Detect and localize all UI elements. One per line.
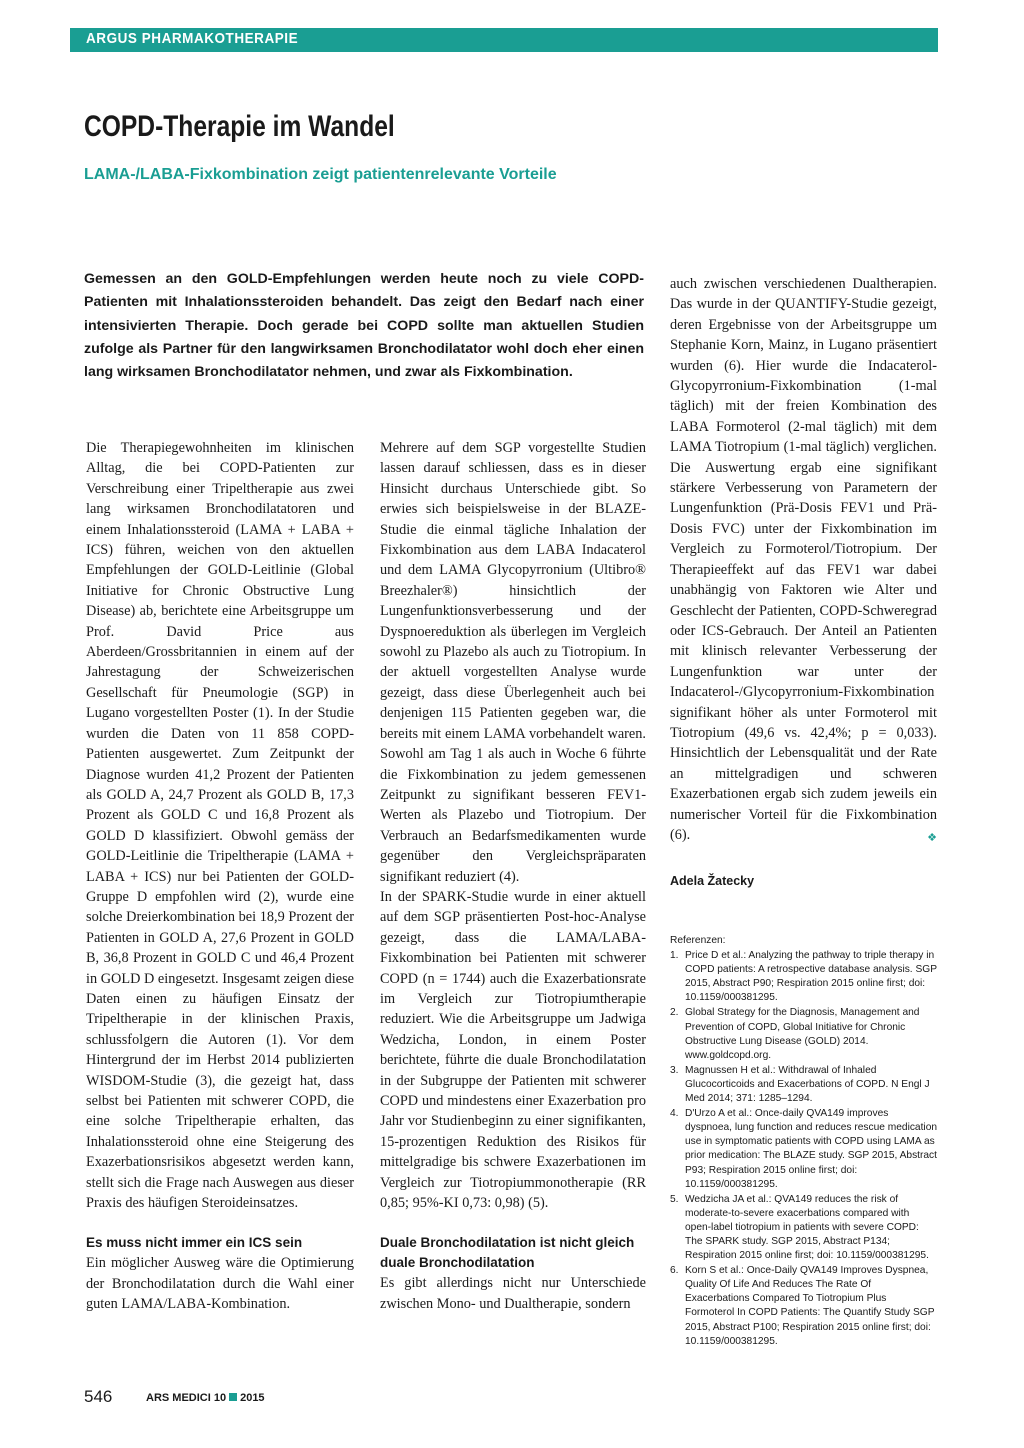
body-paragraph <box>670 274 937 845</box>
reference-number: 4. <box>670 1108 679 1120</box>
page-number: 546 <box>84 1387 113 1406</box>
body-paragraph: Es gibt allerdings nicht nur Unterschiede zwischen Mono- und Dualtherapie, sondern <box>380 1275 646 1312</box>
body-paragraph: Ein möglicher Ausweg wäre die Optimierung der Bronchodilatation durch die Wahl einer guten LAMA/LABA-Kombination. <box>86 1255 354 1313</box>
column-3 <box>670 274 937 848</box>
body-paragraph: Die Therapiegewohnheiten im klinischen Alltag, die bei COPD-Patienten zur Verschreibung einer Tripeltherapie aus zwei lang wirksamen Bronchodilatatoren und einem Inhalationssteroid (LAMA + LABA + ICS) führen, weichen von den aktuellen Empfehlungen der GOLD-Leitlinie (Global Initiative for Chronic Obstructive Lung Disease) ab, berichtete eine Arbeitsgruppe um Prof. David Price aus Aberdeen/Grossbritannien in einem auf der Jahrestagung der Schweizerischen Gesellschaft für Pneumologie (SGP) in Lugano vorgestellten Poster (1). In der Studie wurden die Daten von 11 858 COPD-Patienten ausgewertet. Zum Zeitpunkt der Diagnose wurden 41,2 Prozent der Patienten als GOLD A, 24,7 Prozent als GOLD B, 17,3 Prozent als GOLD C und 16,8 Prozent als GOLD D klassifiziert. Obwohl gemäss der GOLD-Leitlinie die Tripeltherapie (LAMA + LABA + ICS) nur bei Patienten der GOLD-Gruppe D empfohlen wird (2), wurde eine solche Dreierkombination bei 18,9 Prozent der Patienten in GOLD A, 27,6 Prozent in GOLD B, 36,8 Prozent in GOLD C und 46,4 Prozent in GOLD D eingesetzt. Insgesamt zeigen diese Daten einen zu häufigen Einsatz der Tripeltherapie in der klinischen Praxis, schlussfolgern die Autoren (1). Vor dem Hintergrund der im Herbst 2014 publizierten WISDOM-Studie (3), die gezeigt hat, dass selbst bei Patienten mit schwerer COPD, die eine solche Tripeltherapie erhalten, das Inhalationssteroid ohne eine Steigerung des Exazerbationsrisikos abgesetzt werden kann, stellt sich die Frage nach Auswegen aus dieser Praxis des häufigen Steroideinsatzes. <box>86 440 354 1212</box>
reference-text: D'Urzo A et al.: Once-daily QVA149 improves dyspnoea, lung function and reduces rescue medication use in symptomatic patients with COPD using LAMA as prior medication: The BLAZE study. SGP 2015, Abstract P93; Respiration 2015 online first; doi: 10.1159/000381295. <box>685 1108 938 1190</box>
reference-item <box>670 1064 938 1106</box>
reference-text: Magnussen H et al.: Withdrawal of Inhaled Glucocorticoids and Exacerbations of COPD. N Engl J Med 2014; 371: 1285–1294. <box>685 1064 930 1105</box>
reference-item <box>670 1264 938 1349</box>
references <box>670 934 938 1350</box>
reference-item <box>670 1193 938 1263</box>
reference-list <box>670 949 938 1349</box>
reference-text: Korn S et al.: Once-Daily QVA149 Improves Dyspnea, Quality Of Life And Reduces The Rate Of Exacerbations Compared To Tiotropium Plus Formoterol In COPD Patients: The Quantify Study SGP 2015, Abstract P100; Respiration 2015 online first; doi: 10.1159/000381295. <box>685 1265 935 1347</box>
square-icon <box>229 1393 237 1401</box>
reference-number: 6. <box>670 1265 679 1277</box>
journal-name: ARS MEDICI 10 <box>146 1392 227 1404</box>
journal-footer <box>146 1392 265 1404</box>
author-name: Adela Žatecky <box>670 874 755 888</box>
reference-number: 1. <box>670 950 679 962</box>
section-heading: Duale Bronchodilatation ist nicht gleich duale Bronchodilatation <box>380 1235 635 1271</box>
body-text: auch zwischen verschiedenen Dualtherapien. Das wurde in der QUANTIFY-Studie gezeigt, deren Ergebnisse von der Arbeitsgruppe um Stephanie Korn, Mainz, in Lugano präsentiert wurden (6). Hier wurde die Indacaterol-Glycopyrronium-Fixkombination (1-mal täglich) mit der freien Kombination des LABA Formoterol (2-mal täglich) mit dem LAMA Tiotropium (1-mal täglich) verglichen. Die Auswertung ergab eine signifikant stärkere Verbesserung von Parametern der Lungenfunktion (Prä-Dosis FEV1 und Prä-Dosis FVC) unter der Fixkombination im Vergleich zu Formoterol/Tiotropium. Der Therapieeffekt auf das FEV1 war dabei unabhängig von Faktoren wie Alter und Geschlecht der Patienten, COPD-Schweregrad oder ICS-Gebrauch. Der Anteil an Patienten mit klinisch relevanter Verbesserung der Lungenfunktion war unter der Indacaterol-/Glycopyrronium-Fixkombination signifikant höher als unter Formoterol mit Tiotropium (49,6 vs. 42,4%; p = 0,033). Hinsichtlich der Lebensqualität und der Rate an mittelgradigen und schweren Exazerbationen ergab sich zudem jeweils ein numerischer Vorteil für die Fixkombination (6). <box>670 276 937 843</box>
section-heading: Es muss nicht immer ein ICS sein <box>86 1235 303 1251</box>
body-paragraph: In der SPARK-Studie wurde in einer aktuell auf dem SGP präsentierten Post-hoc-Analyse gezeigt, dass die LAMA/LABA-Fixkombination bei Patienten mit schwerer COPD (n = 1744) auch die Exazerbationsrate im Vergleich zur Tiotropiumtherapie reduziert. Wie die Arbeitsgruppe um Jadwiga Wedzicha, London, in einem Poster berichtete, führte die duale Bronchodilatation in der Subgruppe der Patienten mit schwerer COPD und mindestens einer Exazerbation pro Jahr vor Studienbeginn zu einer signifikanten, 15-prozentigen Reduktion des Risikos für mittelgradige bis schwere Exazerbationen im Vergleich zur Tiotropiummonotherapie (RR 0,85; 95%-KI 0,73: 0,98) (5). <box>380 888 646 1212</box>
reference-number: 3. <box>670 1064 679 1076</box>
reference-item <box>670 949 938 1005</box>
reference-item <box>670 1006 938 1062</box>
column-2 <box>380 438 646 1314</box>
body-paragraph: Mehrere auf dem SGP vorgestellte Studien lassen darauf schliessen, dass es in dieser Hinsicht durchaus Unterschiede gibt. So erwies sich beispielsweise in der BLAZE-Studie die einmal tägliche Inhalation der Fixkombination aus dem LABA Indacaterol und dem LAMA Glycopyrronium (Ultibro® Breezhaler®) hinsichtlich der Lungenfunktionsverbesserung und der Dyspnoereduktion als überlegen im Vergleich sowohl zu Plazebo als auch zu Tiotropium. In der aktuell vorgestellten Analyse wurde gezeigt, dass diese Überlegenheit auch bei denjenigen 115 Patienten gegeben war, die bereits mit einem LAMA vorbehandelt waren. Sowohl am Tag 1 als auch in Woche 6 führte die Fixkombination zu jedem gemessenen Zeitpunkt zu signifikant besseren FEV1-Werten als Plazebo und Tiotropium. Der Verbrauch an Bedarfsmedikamenten wurde gegenüber den Vergleichspräparaten signifikant reduziert (4). <box>380 440 646 885</box>
references-title: Referenzen: <box>670 935 726 946</box>
lead-paragraph: Gemessen an den GOLD-Empfehlungen werden heute noch zu viele COPD-Patienten mit Inhalationssteroiden behandelt. Das zeigt den Bedarf nach einer intensivierten Therapie. Doch gerade bei COPD sollte man aktuellen Studien zufolge als Partner für den langwirksamen Bronchodilatator wohl doch eher einen lang wirksamen Bronchodilatator nehmen, und zwar als Fixkombination. <box>84 271 644 381</box>
end-mark-icon: ❖ <box>927 830 937 844</box>
article-title: COPD-Therapie im Wandel <box>84 110 395 143</box>
section-label: ARGUS PHARMAKOTHERAPIE <box>86 30 299 47</box>
article-subtitle: LAMA-/LABA-Fixkombination zeigt patientenrelevante Vorteile <box>84 166 557 183</box>
journal-year: 2015 <box>240 1392 265 1404</box>
reference-text: Wedzicha JA et al.: QVA149 reduces the risk of moderate-to-severe exacerbations compared with open-label tiotropium in patients with severe COPD: The SPARK study. SGP 2015, Abstract P134; Respiration 2015 online first; doi: 10.1159/000381295. <box>685 1193 929 1262</box>
reference-number: 5. <box>670 1193 679 1205</box>
section-header-bar <box>70 28 938 52</box>
reference-number: 2. <box>670 1007 679 1019</box>
column-1 <box>86 438 354 1315</box>
reference-text: Global Strategy for the Diagnosis, Management and Prevention of COPD, Global Initiative for Chronic Obstructive Lung Disease (GOLD) 2014. www.goldcopd.org. <box>685 1007 920 1061</box>
reference-text: Price D et al.: Analyzing the pathway to triple therapy in COPD patients: A retrospective database analysis. SGP 2015, Abstract P90; Respiration 2015 online first; doi: 10.1159/000381295. <box>685 950 937 1004</box>
reference-item <box>670 1107 938 1192</box>
